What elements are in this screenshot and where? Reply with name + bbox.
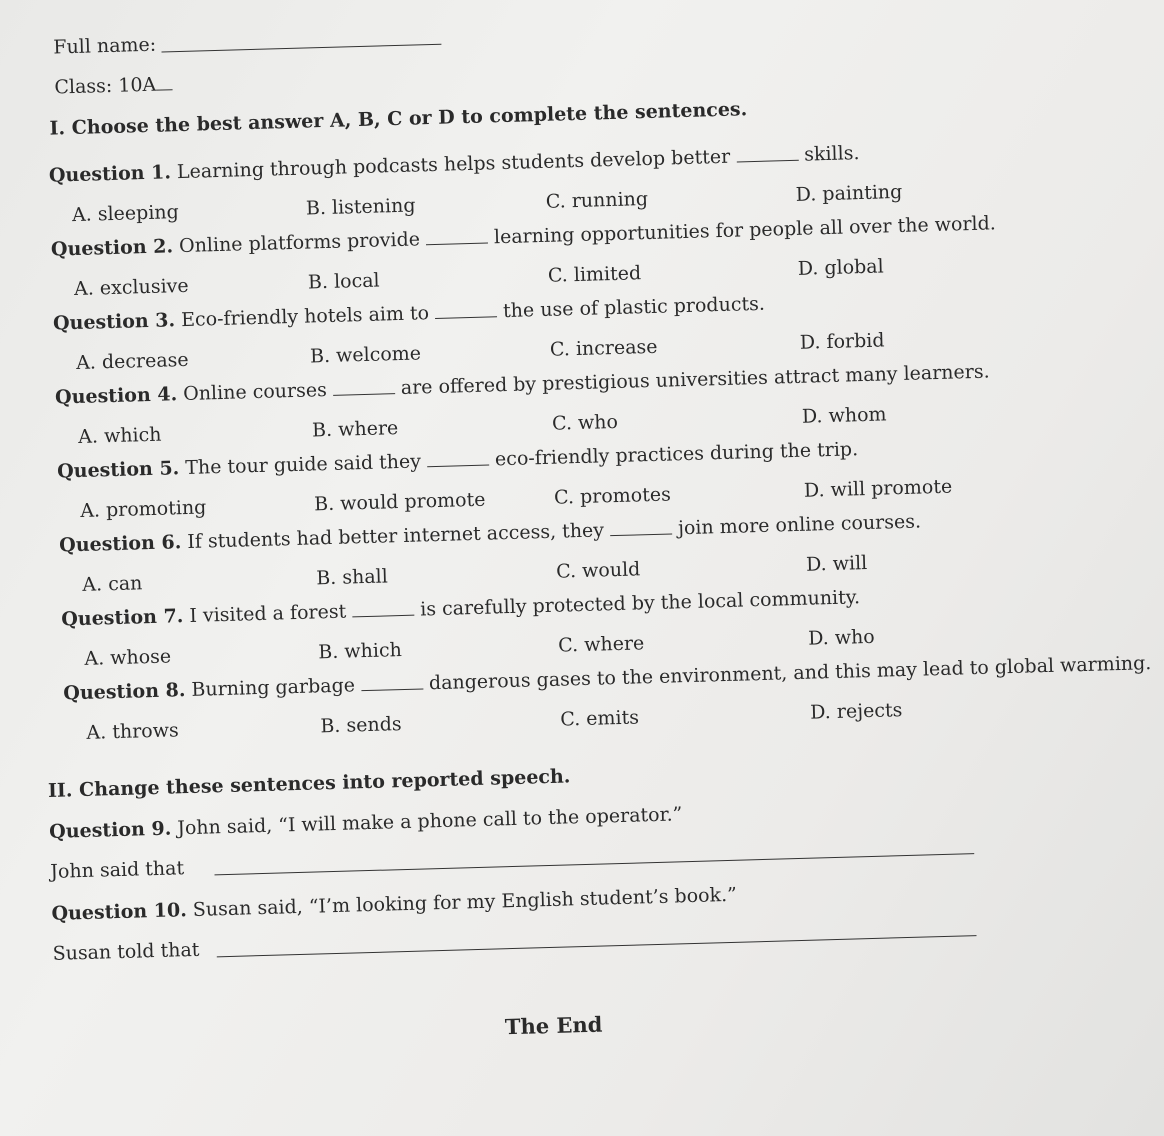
question-stem-before: The tour guide said they bbox=[184, 450, 422, 480]
question-10-label: Question 10. bbox=[51, 899, 188, 925]
option-c[interactable]: C. where bbox=[557, 632, 645, 657]
option-b[interactable]: B. where bbox=[311, 417, 399, 442]
question-stem-before: Online platforms provide bbox=[178, 228, 421, 258]
option-c[interactable]: C. who bbox=[551, 410, 619, 435]
full-name-label: Full name: bbox=[53, 33, 157, 59]
option-a[interactable]: A. whose bbox=[84, 645, 172, 670]
option-d[interactable]: D. will promote bbox=[803, 475, 953, 502]
question-8 bbox=[63, 652, 1152, 704]
answer-blank[interactable] bbox=[333, 393, 395, 396]
answer-blank[interactable] bbox=[736, 160, 798, 163]
option-b[interactable]: B. would promote bbox=[313, 488, 486, 516]
question-stem-after: learning opportunities for people all over the world. bbox=[493, 212, 997, 249]
question-stem-before: Online courses bbox=[182, 379, 328, 406]
option-a[interactable]: A. throws bbox=[86, 719, 179, 744]
question-10-answer-line[interactable] bbox=[217, 935, 977, 957]
option-a[interactable]: A. decrease bbox=[75, 348, 189, 375]
answer-blank[interactable] bbox=[435, 316, 497, 319]
option-d[interactable]: D. painting bbox=[795, 180, 903, 206]
question-stem-before: I visited a forest bbox=[189, 600, 347, 627]
option-a[interactable]: A. can bbox=[82, 572, 143, 596]
option-b[interactable]: B. local bbox=[307, 269, 380, 294]
answer-blank[interactable] bbox=[610, 533, 672, 536]
question-3 bbox=[53, 293, 765, 335]
question-5 bbox=[57, 438, 858, 482]
option-c[interactable]: C. would bbox=[555, 558, 641, 583]
option-d[interactable]: D. will bbox=[805, 552, 868, 576]
question-label: Question 1. bbox=[48, 161, 172, 187]
option-a[interactable]: A. promoting bbox=[79, 496, 207, 522]
option-d[interactable]: D. rejects bbox=[809, 699, 903, 724]
section2-title: II. Change these sentences into reported speech. bbox=[47, 765, 571, 802]
option-b[interactable]: B. which bbox=[318, 639, 403, 664]
question-10-answer-prefix: Susan told that bbox=[52, 938, 200, 965]
option-d[interactable]: D. global bbox=[797, 255, 884, 280]
option-c[interactable]: C. running bbox=[545, 187, 649, 213]
question-label: Question 4. bbox=[54, 383, 178, 409]
question-stem-before: Burning garbage bbox=[191, 674, 356, 701]
question-1 bbox=[49, 142, 860, 187]
question-9-label: Question 9. bbox=[48, 817, 172, 843]
question-label: Question 2. bbox=[50, 235, 174, 261]
option-c[interactable]: C. promotes bbox=[553, 483, 672, 509]
question-stem-before: Eco-friendly hotels aim to bbox=[180, 302, 430, 332]
option-c[interactable]: C. increase bbox=[549, 335, 658, 361]
question-stem-after: eco-friendly practices during the trip. bbox=[494, 438, 859, 471]
option-d[interactable]: D. whom bbox=[801, 403, 887, 428]
option-a[interactable]: A. sleeping bbox=[71, 201, 180, 227]
option-b[interactable]: B. shall bbox=[315, 565, 389, 590]
question-stem-after: skills. bbox=[803, 142, 860, 166]
question-2 bbox=[51, 212, 996, 260]
question-9-text: John said, “I will make a phone call to the operator.” bbox=[177, 803, 683, 840]
question-9 bbox=[49, 803, 683, 843]
the-end: The End bbox=[504, 1011, 603, 1040]
answer-blank[interactable] bbox=[352, 615, 414, 618]
question-stem-after: is carefully protected by the local community. bbox=[419, 586, 861, 621]
question-stem-after: dangerous gases to the environment, and this may lead to global warming. bbox=[428, 652, 1152, 695]
option-d[interactable]: D. forbid bbox=[799, 329, 885, 354]
class-label: Class: 10A bbox=[54, 73, 172, 98]
answer-blank[interactable] bbox=[426, 242, 488, 245]
question-label: Question 5. bbox=[56, 457, 180, 483]
option-b[interactable]: B. welcome bbox=[309, 342, 422, 368]
option-b[interactable]: B. listening bbox=[305, 194, 416, 220]
question-stem-after: join more online courses. bbox=[677, 510, 922, 540]
question-stem-before: If students had better internet access, they bbox=[187, 519, 605, 553]
question-4 bbox=[55, 361, 990, 409]
option-b[interactable]: B. sends bbox=[320, 713, 402, 738]
question-label: Question 8. bbox=[63, 679, 186, 705]
answer-blank[interactable] bbox=[427, 465, 489, 468]
question-label: Question 7. bbox=[61, 605, 184, 631]
option-a[interactable]: A. which bbox=[77, 423, 162, 448]
question-10 bbox=[51, 884, 737, 925]
question-stem-after: the use of plastic products. bbox=[502, 292, 766, 323]
question-10-text: Susan said, “I’m looking for my English student’s book.” bbox=[192, 883, 738, 921]
question-9-answer-prefix: John said that bbox=[50, 857, 185, 883]
question-label: Question 3. bbox=[52, 309, 176, 335]
question-9-answer-line[interactable] bbox=[214, 853, 974, 875]
question-label: Question 6. bbox=[58, 531, 182, 557]
option-a[interactable]: A. exclusive bbox=[73, 274, 189, 301]
question-7 bbox=[61, 586, 860, 630]
option-c[interactable]: C. limited bbox=[547, 262, 642, 287]
option-d[interactable]: D. who bbox=[807, 625, 876, 650]
full-name-blank bbox=[162, 44, 442, 53]
answer-blank[interactable] bbox=[361, 688, 423, 691]
question-stem-after: are offered by prestigious universities attract many learners. bbox=[400, 360, 990, 399]
option-c[interactable]: C. emits bbox=[560, 706, 640, 731]
question-stem-before: Learning through podcasts helps students develop better bbox=[176, 145, 731, 184]
section1-title: I. Choose the best answer A, B, C or D to complete the sentences. bbox=[49, 98, 748, 140]
